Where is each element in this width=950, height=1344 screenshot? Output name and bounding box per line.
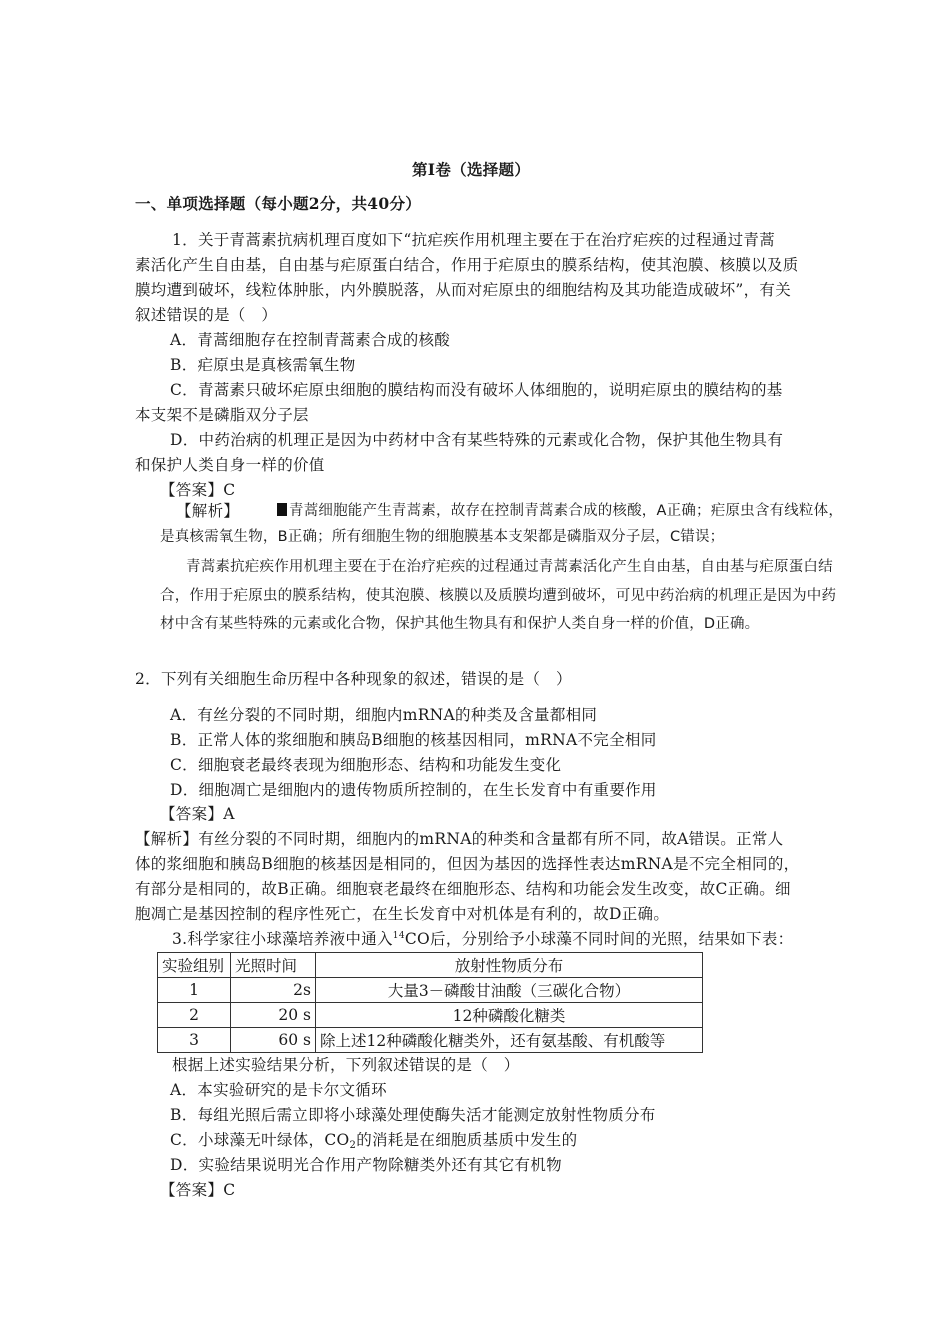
table-header-cell: 放射性物质分布 — [316, 953, 703, 978]
q2-option-d: D．细胞凋亡是细胞内的遗传物质所控制的，在生长发育中有重要作用 — [170, 781, 657, 799]
section-title: 第Ⅰ卷（选择题） — [412, 160, 531, 179]
q1-option-a: A．青蒿细胞存在控制青蒿素合成的核酸 — [170, 331, 451, 349]
q1-analysis-line: 青蒿素抗疟疾作用机理主要在于在治疗疟疾的过程通过青蒿素活化产生自由基，自由基与疟原蛋白结 — [186, 559, 833, 575]
q1-stem-line: 1．关于青蒿素抗病机理百度如下“抗疟疾作用机理主要在于在治疗疟疾的过程通过青蒿 — [172, 231, 775, 249]
q1-option-c: C．青蒿素只破坏疟原虫细胞的膜结构而没有破坏人体细胞的，说明疟原虫的膜结构的基 — [170, 381, 783, 399]
q1-stem-line: 膜均遭到破坏，线粒体肿胀，内外膜脱落，从而对疟原虫的细胞结构及其功能造成破坏”，有关 — [135, 281, 792, 299]
experiment-table — [157, 952, 703, 1053]
table-row — [158, 978, 703, 1003]
q1-analysis-label: 【解析】 — [176, 502, 240, 520]
table-cell: 60 s — [231, 1028, 316, 1053]
table-cell: 20 s — [231, 1003, 316, 1028]
q3-option-a: A．本实验研究的是卡尔文循环 — [170, 1081, 387, 1099]
q1-analysis-line: 青蒿细胞能产生青蒿素，故存在控制青蒿素合成的核酸，A正确；疟原虫含有线粒体， — [277, 499, 843, 523]
table-cell: 除上述12种磷酸化糖类外，还有氨基酸、有机酸等 — [316, 1028, 703, 1053]
q1-stem-line: 素活化产生自由基，自由基与疟原蛋白结合，作用于疟原虫的膜系结构，使其泡膜、核膜以及质 — [135, 256, 799, 274]
q1-option-c-cont: 本支架不是磷脂双分子层 — [135, 406, 309, 424]
table-header-cell: 实验组别 — [158, 953, 231, 978]
table-cell: 3 — [158, 1028, 231, 1053]
q1-option-d-cont: 和保护人类自身一样的价值 — [135, 456, 325, 474]
table-header-row — [158, 953, 703, 978]
q1-analysis-line: 是真核需氧生物，B正确；所有细胞生物的细胞膜基本支架都是磷脂双分子层，C错误； — [160, 529, 725, 545]
q2-answer: 【答案】A — [160, 805, 235, 823]
q3-option-b: B．每组光照后需立即将小球藻处理使酶失活才能测定放射性物质分布 — [170, 1106, 656, 1124]
q2-analysis-line: 体的浆细胞和胰岛B细胞的核基因是相同的，但因为基因的选择性表达mRNA是不完全相同的， — [135, 855, 800, 873]
q1-stem-line: 叙述错误的是（ ） — [135, 306, 278, 324]
q1-option-b: B．疟原虫是真核需氧生物 — [170, 356, 356, 374]
q1-answer: 【答案】C — [160, 481, 236, 499]
part-heading: 一、单项选择题（每小题2分，共40分） — [135, 194, 422, 213]
table-header-cell: 光照时间 — [231, 953, 316, 978]
q3-option-c: C．小球藻无叶绿体，$CO_2$的消耗是在细胞质基质中发生的 — [170, 1131, 578, 1151]
q1-analysis-line: 材中含有某些特殊的元素或化合物，保护其他生物具有和保护人类自身一样的价值，D正确。 — [160, 616, 760, 632]
q3-answer: 【答案】C — [160, 1181, 236, 1199]
q3-option-d: D．实验结果说明光合作用产物除糖类外还有其它有机物 — [170, 1156, 562, 1174]
q2-analysis-line: 【解析】有丝分裂的不同时期，细胞内的mRNA的种类和含量都有所不同，故A错误。正常人 — [135, 830, 784, 848]
q3-question: 根据上述实验结果分析，下列叙述错误的是（ ） — [172, 1056, 520, 1074]
q2-analysis-line: 有部分是相同的，故B正确。细胞衰老最终在细胞形态、结构和功能会发生改变，故C正确。细 — [135, 880, 791, 898]
q2-analysis-line: 胞凋亡是基因控制的程序性死亡，在生长发育中对机体是有利的，故D正确。 — [135, 905, 670, 923]
black-mark-icon — [277, 503, 287, 516]
table-cell: 大量3－磷酸甘油酸（三碳化合物） — [316, 978, 703, 1003]
q3-stem: 3.科学家往小球藻培养液中通入$^{14}$CO后，分别给予小球藻不同时间的光照，结果如下表： — [172, 930, 794, 948]
table-cell: 2 — [158, 1003, 231, 1028]
table-row — [158, 1028, 703, 1053]
q2-option-a: A．有丝分裂的不同时期，细胞内mRNA的种类及含量都相同 — [170, 706, 598, 724]
q2-stem: 2．下列有关细胞生命历程中各种现象的叙述，错误的是（ ） — [135, 670, 572, 688]
table-cell: 1 — [158, 978, 231, 1003]
q1-analysis-line: 合，作用于疟原虫的膜系结构，使其泡膜、核膜以及质膜均遭到破坏，可见中药治病的机理正是因为中药 — [160, 588, 837, 604]
table-cell: 2s — [231, 978, 316, 1003]
table-cell: 12种磷酸化糖类 — [316, 1003, 703, 1028]
q1-option-d: D．中药治病的机理正是因为中药材中含有某些特殊的元素或化合物，保护其他生物具有 — [170, 431, 784, 449]
q2-option-b: B．正常人体的浆细胞和胰岛B细胞的核基因相同，mRNA不完全相同 — [170, 731, 657, 749]
table-row — [158, 1003, 703, 1028]
q2-option-c: C．细胞衰老最终表现为细胞形态、结构和功能发生变化 — [170, 756, 562, 774]
